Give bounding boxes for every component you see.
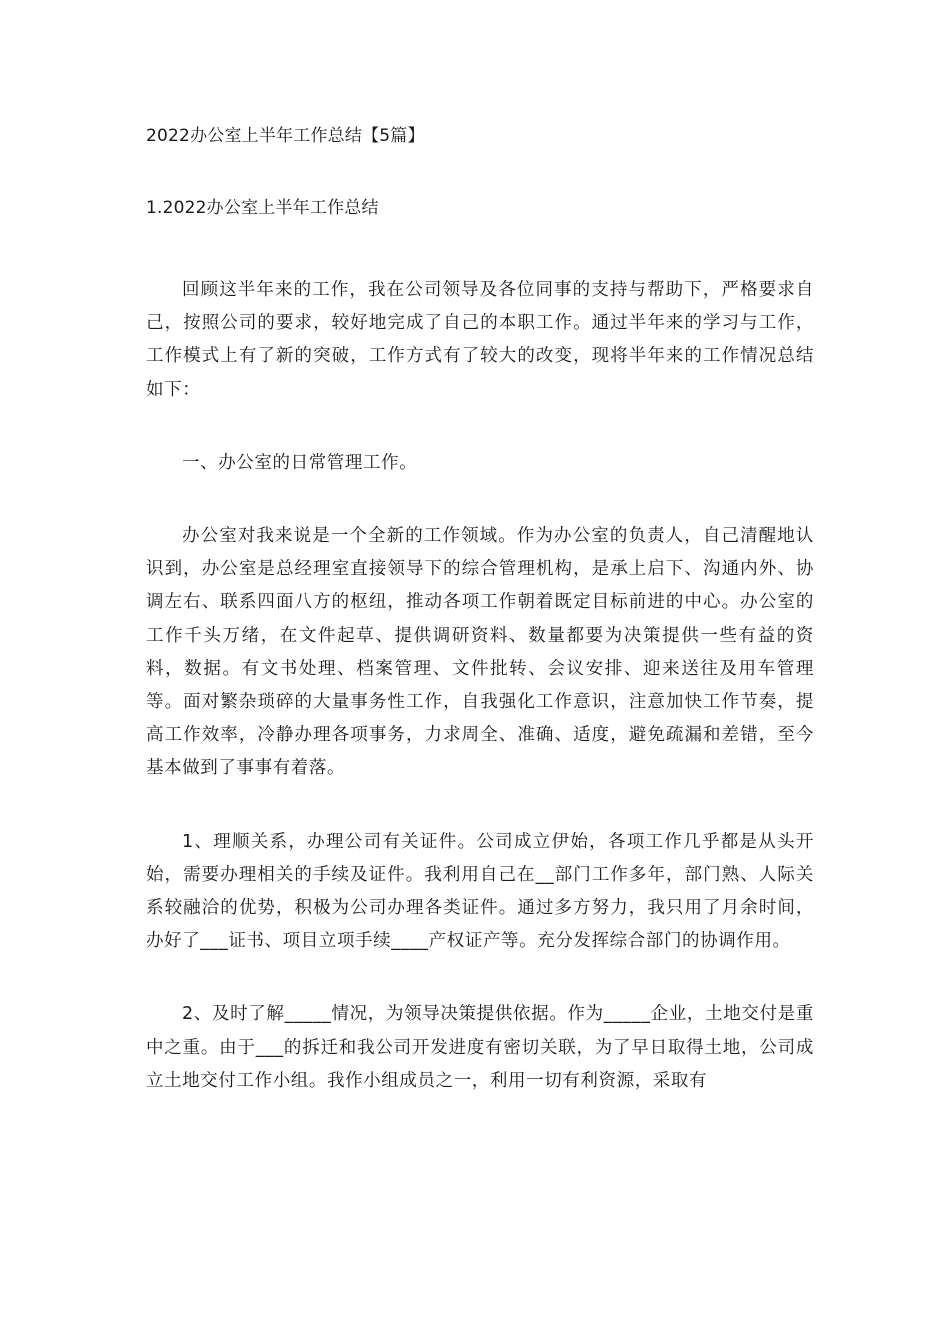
document-body xyxy=(146,120,814,1098)
paragraph-heading-daily-management: 一、办公室的日常管理工作。 xyxy=(182,452,418,473)
paragraph-office-role: 办公室对我来说是一个全新的工作领域。作为办公室的负责人，自己清醒地认识到，办公室是总经理室直接领导下的综合管理机构，是承上启下、沟通内外、协调左右、联系四面八方的枢纽，推动各项工作朝着既定目标前进的中心。办公室的工作千头万绪，在文件起草、提供调研资料、数量都要为决策提供一些有益的资料，数据。有文书处理、档案管理、文件批转、会议安排、迎来送往及用车管理等。面对繁杂琐碎的大量事务性工作，自我强化工作意识，注意加快工作节奏，提高工作效率，冷静办理各项事务，力求周全、准确、适度，避免疏漏和差错，至今基本做到了事事有着落。 xyxy=(146,526,814,779)
paragraph-item-1: 1、理顺关系，办理公司有关证件。公司成立伊始，各项工作几乎都是从头开始，需要办理相关的手续及证件。我利用自己在__部门工作多年，部门熟、人际关系较融洽的优势，积极为公司办理各类证件。通过多方努力，我只用了月余时间，办好了___证书、项目立项手续____产权证产等。充分发挥综合部门的协调作用。 xyxy=(146,831,814,952)
paragraph-intro: 回顾这半年来的工作，我在公司领导及各位同事的支持与帮助下，严格要求自己，按照公司的要求，较好地完成了自己的本职工作。通过半年来的学习与工作，工作模式上有了新的突破，工作方式有了较大的改变，现将半年来的工作情况总结如下： xyxy=(146,280,814,400)
paragraph-item-2: 2、及时了解_____情况，为领导决策提供依据。作为_____企业，土地交付是重中之重。由于___的拆迁和我公司开发进度有密切关联，为了早日取得土地，公司成立土地交付工作小组。我作小组成员之一，利用一切有利资源，采取有 xyxy=(146,1004,814,1091)
section-title: 1.2022办公室上半年工作总结 xyxy=(146,198,379,218)
document-title: 2022办公室上半年工作总结【5篇】 xyxy=(146,126,425,146)
